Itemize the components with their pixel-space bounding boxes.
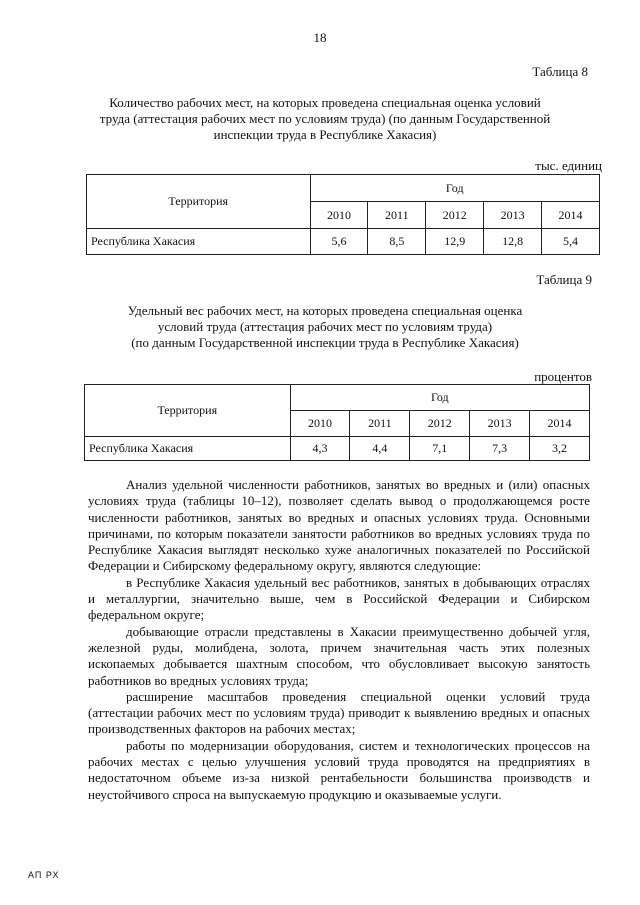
table-row	[85, 437, 590, 461]
table-8-value-cell: 5,4	[542, 229, 600, 255]
table-8-unit: тыс. единиц	[535, 158, 602, 173]
table-row	[87, 229, 600, 255]
table-9-row-label: Республика Хакасия	[85, 437, 291, 461]
table-8-caption	[80, 95, 570, 143]
table-9-year-cell: 2013	[470, 411, 530, 437]
table-9-value-cell: 7,3	[470, 437, 530, 461]
table-8-value-cell: 12,8	[484, 229, 542, 255]
table-9-year-cell: 2010	[290, 411, 350, 437]
table-9-value-cell: 4,4	[350, 437, 410, 461]
table-9-caption-line: условий труда (аттестация рабочих мест по условиям труда)	[157, 319, 493, 334]
table-8-year-cell: 2014	[542, 202, 600, 229]
body-paragraph: в Республике Хакасия удельный вес работников, занятых в добывающих отраслях и металлургии, значительно выше, чем в Российской Федерации и Сибирском федеральном округе;	[88, 574, 590, 623]
body-paragraph: расширение масштабов проведения специальной оценки условий труда (аттестации рабочих мест по условиям труда) приводит к выявлению вредных и опасных производственных факторов на рабочих местах;	[88, 688, 590, 737]
table-8-header-territory: Территория	[87, 175, 311, 229]
table-9-year-cell: 2012	[410, 411, 470, 437]
table-9-year-cell: 2011	[350, 411, 410, 437]
table-8-year-cell: 2011	[368, 202, 426, 229]
table-8-label: Таблица 8	[532, 64, 588, 79]
table-9-caption	[80, 303, 570, 351]
table-9-header-territory: Территория	[85, 385, 291, 437]
table-8-year-cell: 2013	[484, 202, 542, 229]
table-8-year-cell: 2012	[426, 202, 484, 229]
table-8-value-cell: 8,5	[368, 229, 426, 255]
table-8-year-cell: 2010	[310, 202, 368, 229]
table-8-value-cell: 12,9	[426, 229, 484, 255]
page-number: 18	[313, 30, 327, 45]
table-9-unit: процентов	[534, 369, 592, 384]
body-text	[88, 477, 590, 803]
table-8-header-year: Год	[310, 175, 600, 202]
table-8-row-label: Республика Хакасия	[87, 229, 311, 255]
table-9-value-cell: 3,2	[530, 437, 590, 461]
table-9-year-cell: 2014	[530, 411, 590, 437]
table-9-value-cell: 7,1	[410, 437, 470, 461]
table-8-caption-line: труда (аттестация рабочих мест по условиям труда) (по данным Государственной	[99, 111, 551, 126]
footer-mark: АП РХ	[28, 870, 60, 880]
table-8-caption-line: инспекции труда в Республике Хакасия)	[213, 127, 437, 142]
table-9-value-cell: 4,3	[290, 437, 350, 461]
table-9-caption-line: Удельный вес рабочих мест, на которых проведена специальная оценка	[127, 303, 523, 318]
table-8	[86, 174, 600, 255]
body-paragraph: добывающие отрасли представлены в Хакасии преимущественно добычей угля, железной руды, молибдена, золота, причем значительная часть этих полезных ископаемых добывается шахтным способом, что обусловливает высокую занятость работников во вредных условиях труда;	[88, 623, 590, 688]
table-9-caption-line: (по данным Государственной инспекции труда в Республике Хакасия)	[131, 335, 519, 350]
table-9-label: Таблица 9	[536, 272, 592, 287]
table-8-value-cell: 5,6	[310, 229, 368, 255]
table-8-caption-line: Количество рабочих мест, на которых проведена специальная оценка условий	[109, 95, 541, 110]
body-paragraph: работы по модернизации оборудования, систем и технологических процессов на рабочих местах с целью улучшения условий труда проводятся на предприятиях в недостаточном объеме из-за низкой рентабельности большинства производств и неустойчивого спроса на выпускаемую продукцию и оказываемые услуги.	[88, 737, 590, 802]
body-paragraph: Анализ удельной численности работников, занятых во вредных и (или) опасных условиях труда (таблицы 10–12), позволяет сделать вывод о продолжающемся росте численности работников, занятых во вредных и опасных условиях труда. Основными причинами, по которым показатели занятости работников во вредных условиях труда по Республике Хакасия выглядят несколько хуже аналогичных показателей по Российской Федерации и Сибирскому федеральному округу, являются следующие:	[88, 477, 590, 574]
table-9-header-year: Год	[290, 385, 589, 411]
table-9	[84, 384, 590, 461]
